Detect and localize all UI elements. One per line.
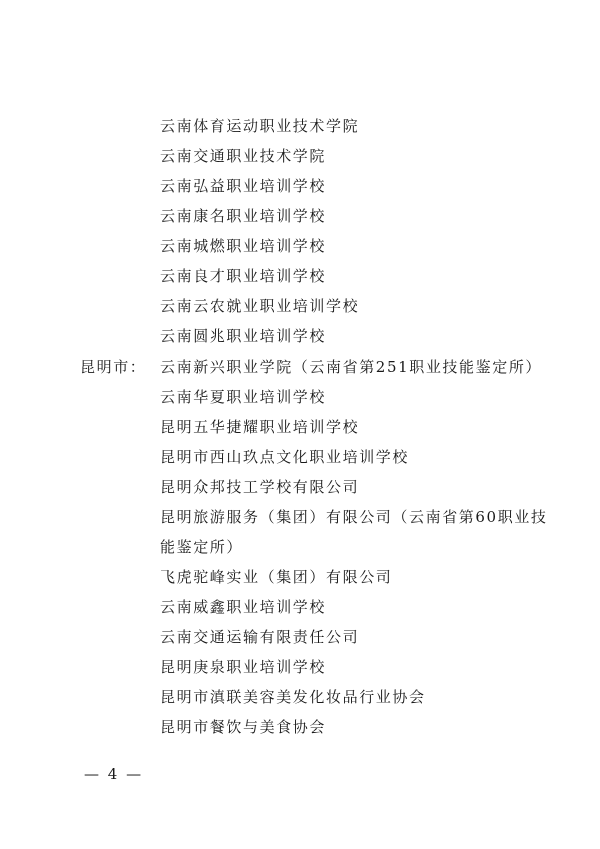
list-item: 昆明市滇联美容美发化妆品行业协会 [160, 688, 426, 706]
list-item: 云南华夏职业培训学校 [160, 388, 327, 406]
list-item: 云南新兴职业学院（云南省第251职业技能鉴定所） [160, 358, 543, 376]
list-item-continuation: 能鉴定所） [160, 538, 244, 556]
list-item: 云南弘益职业培训学校 [160, 177, 327, 195]
list-item: 昆明市西山玖点文化职业培训学校 [160, 448, 410, 466]
list-item: 云南康名职业培训学校 [160, 207, 327, 225]
page-number: — 4 — [84, 765, 144, 783]
list-item: 云南良才职业培训学校 [160, 267, 327, 285]
list-item: 昆明市餐饮与美食协会 [160, 718, 327, 736]
list-item: 云南威鑫职业培训学校 [160, 598, 327, 616]
list-item: 云南城燃职业培训学校 [160, 237, 327, 255]
list-item: 昆明旅游服务（集团）有限公司（云南省第60职业技 [160, 508, 548, 526]
list-item: 飞虎驼峰实业（集团）有限公司 [160, 568, 393, 586]
list-item: 昆明庚泉职业培训学校 [160, 658, 327, 676]
list-item: 云南云农就业职业培训学校 [160, 297, 360, 315]
list-item: 昆明众邦技工学校有限公司 [160, 478, 360, 496]
list-item: 云南交通运输有限责任公司 [160, 628, 360, 646]
list-item: 云南体育运动职业技术学院 [160, 117, 360, 135]
city-label-kunming: 昆明市： [80, 358, 147, 376]
list-item: 云南交通职业技术学院 [160, 147, 327, 165]
list-item: 昆明五华捷耀职业培训学校 [160, 418, 360, 436]
list-item: 云南圆兆职业培训学校 [160, 327, 327, 345]
